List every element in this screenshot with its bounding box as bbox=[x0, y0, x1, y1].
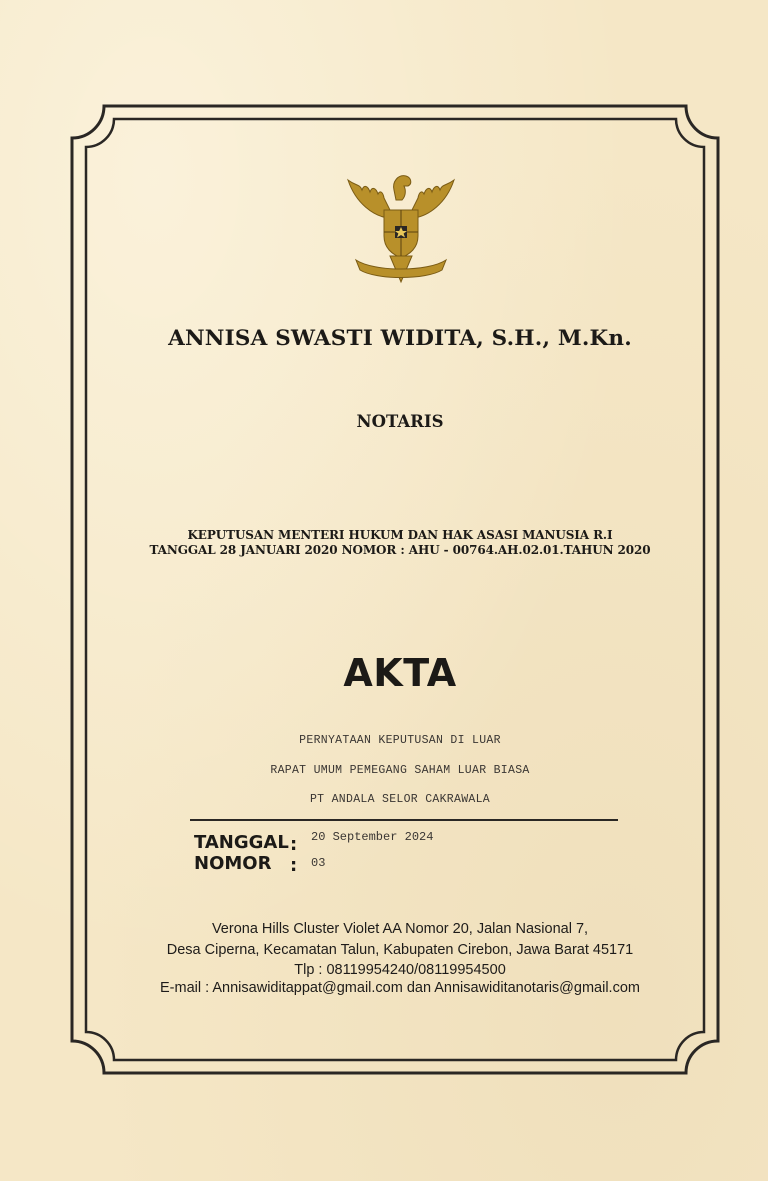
date-label: TANGGAL bbox=[194, 832, 289, 853]
deed-subject-line-1: PERNYATAAN KEPUTUSAN DI LUAR bbox=[299, 734, 501, 747]
email-line: E-mail : Annisawiditappat@gmail.com dan Annisawiditanotaris@gmail.com bbox=[160, 980, 640, 996]
address-line-1: Verona Hills Cluster Violet AA Nomor 20, Jalan Nasional 7, bbox=[211, 921, 589, 937]
number-colon: : bbox=[290, 855, 298, 876]
deed-subject-line-3: PT ANDALA SELOR CAKRAWALA bbox=[309, 793, 491, 806]
garuda-emblem-icon bbox=[334, 160, 468, 294]
address-line-2: Desa Ciperna, Kecamatan Talun, Kabupaten Cirebon, Jawa Barat 45171 bbox=[166, 942, 634, 958]
notary-title: NOTARIS bbox=[356, 412, 444, 431]
deed-heading: AKTA bbox=[343, 651, 457, 695]
phone-line: Tlp : 08119954240/08119954500 bbox=[294, 962, 506, 978]
decree-line-1: KEPUTUSAN MENTERI HUKUM DAN HAK ASASI MANUSIA R.I bbox=[187, 528, 613, 542]
deed-subject-line-2: RAPAT UMUM PEMEGANG SAHAM LUAR BIASA bbox=[270, 764, 530, 777]
decree-line-2: TANGGAL 28 JANUARI 2020 NOMOR : AHU - 00764.AH.02.01.TAHUN 2020 bbox=[149, 543, 651, 557]
number-value: 03 bbox=[311, 856, 326, 870]
notary-name: ANNISA SWASTI WIDITA, S.H., M.Kn. bbox=[168, 326, 632, 351]
date-value: 20 September 2024 bbox=[311, 830, 434, 844]
date-colon: : bbox=[290, 834, 298, 855]
number-label: NOMOR bbox=[194, 853, 272, 874]
divider bbox=[190, 819, 618, 821]
